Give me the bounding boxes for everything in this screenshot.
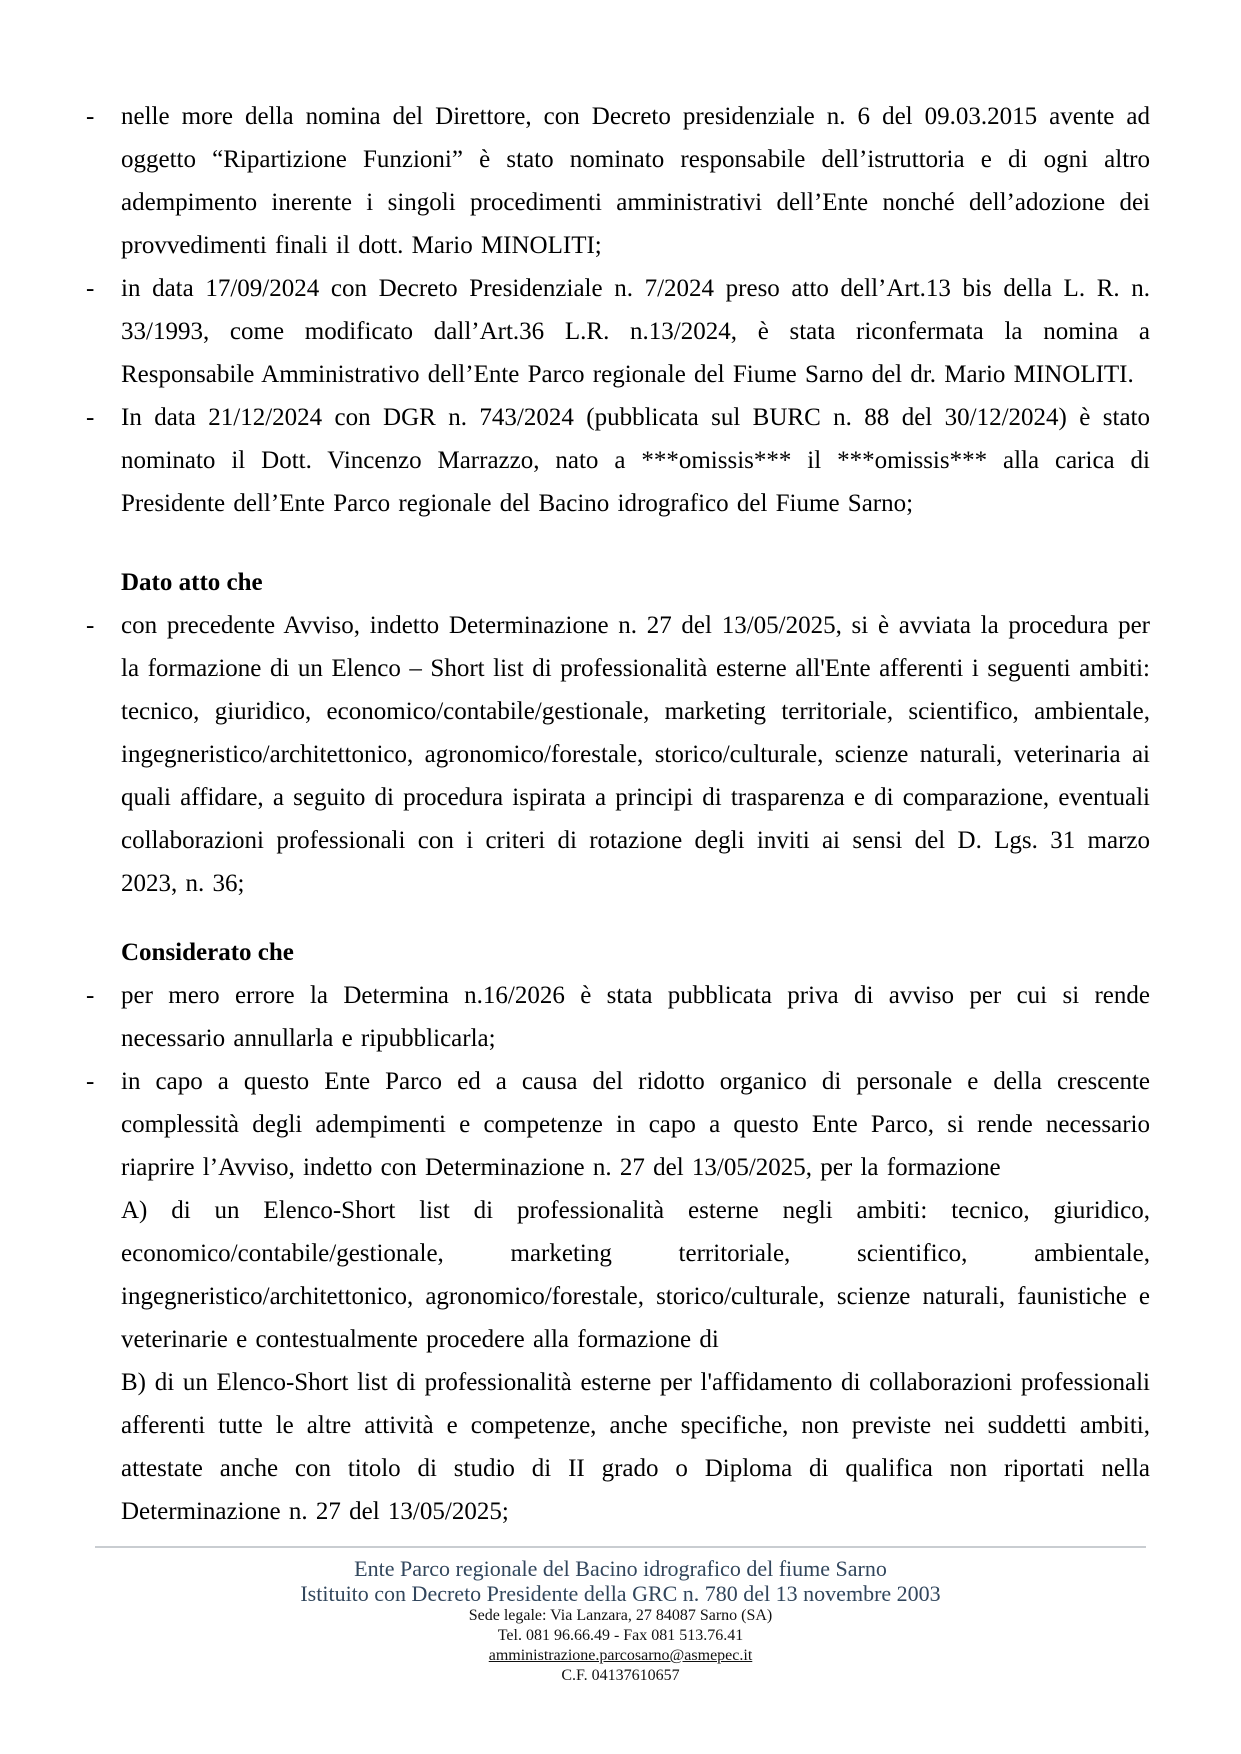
paragraph-text: con precedente Avviso, indetto Determinazione n. 27 del 13/05/2025, si è avviata la procedura per la formazione di un Elenco – Short list di professionalità esterne all'Ente afferenti i seguenti ambiti: tecnico, giuridico, economico/contabile/gestionale, marketing territoriale, scientifico, ambientale, ingegneristico/architettonico, agronomico/forestale, storico/culturale, scienze naturali, veterinaria ai quali affidare, a seguito di procedura ispirata a principi di trasparenza e di comparazione, eventuali collaborazioni professionali con i criteri di rotazione degli inviti ai sensi del D. Lgs. 31 marzo 2023, n. 36;: [121, 612, 1150, 897]
footer-email-link[interactable]: amministrazione.parcosarno@asmepec.it: [488, 1647, 753, 1664]
bullet-dash: -: [86, 275, 95, 302]
bullet-dash: -: [86, 404, 95, 431]
paragraph-text: in data 17/09/2024 con Decreto Presidenziale n. 7/2024 preso atto dell’Art.13 bis della L. R. n. 33/1993, come modificato dall’Art.36 L.R. n.13/2024, è stata riconfermata la nomina a Responsabile Amministrativo dell’Ente Parco regionale del Fiume Sarno del dr. Mario MINOLITI.: [121, 275, 1150, 388]
list-item: [84, 1060, 1150, 1189]
footer-phone-fax: Tel. 081 96.66.49 - Fax 081 513.76.41: [497, 1627, 744, 1644]
list-item: [84, 267, 1150, 396]
sub-paragraph-a: [84, 1189, 1150, 1361]
footer-divider: [95, 1546, 1146, 1548]
section-heading-dato-atto-che: Dato atto che: [121, 569, 263, 596]
sub-paragraph-b: [84, 1361, 1150, 1533]
footer-fiscal-code: C.F. 04137610657: [561, 1667, 680, 1684]
paragraph-text: B) di un Elenco-Short list di professionalità esterne per l'affidamento di collaborazioni professionali afferenti tutte le altre attività e competenze, anche specifiche, non previste nei suddetti ambiti, attestate anche con titolo di studio di II grado o Diploma di qualifica non riportati nella Determinazione n. 27 del 13/05/2025;: [121, 1369, 1150, 1525]
paragraph-text: in capo a questo Ente Parco ed a causa del ridotto organico di personale e della crescente complessità degli adempimenti e competenze in capo a questo Ente Parco, si rende necessario riaprire l’Avviso, indetto con Determinazione n. 27 del 13/05/2025, per la formazione: [121, 1068, 1150, 1181]
paragraph-text: In data 21/12/2024 con DGR n. 743/2024 (pubblicata sul BURC n. 88 del 30/12/2024) è stato nominato il Dott. Vincenzo Marrazzo, nato a ***omissis*** il ***omissis*** alla carica di Presidente dell’Ente Parco regionale del Bacino idrografico del Fiume Sarno;: [121, 404, 1150, 517]
bullet-dash: -: [86, 1068, 95, 1095]
paragraph-text: nelle more della nomina del Direttore, con Decreto presidenziale n. 6 del 09.03.2015 avente ad oggetto “Ripartizione Funzioni” è stato nominato responsabile dell’istruttoria e di ogni altro adempimento inerente i singoli procedimenti amministrativi dell’Ente nonché dell’adozione dei provvedimenti finali il dott. Mario MINOLITI;: [121, 103, 1150, 259]
list-item: [84, 95, 1150, 267]
page-footer: [0, 1546, 1241, 1686]
paragraph-text: per mero errore la Determina n.16/2026 è stata pubblicata priva di avviso per cui si rende necessario annullarla e ripubblicarla;: [121, 982, 1150, 1052]
bullet-dash: -: [86, 612, 95, 639]
footer-org-decree: Istituito con Decreto Presidente della GRC n. 780 del 13 novembre 2003: [300, 1581, 941, 1606]
paragraph-text: A) di un Elenco-Short list di professionalità esterne negli ambiti: tecnico, giuridico, economico/contabile/gestionale, marketing territoriale, scientifico, ambientale, ingegneristico/architettonico, agronomico/forestale, storico/culturale, scienze naturali, faunistiche e veterinarie e contestualmente procedere alla formazione di: [121, 1197, 1150, 1353]
section-heading-considerato-che: Considerato che: [121, 939, 294, 966]
footer-address: Sede legale: Via Lanzara, 27 84087 Sarno (SA): [468, 1607, 773, 1624]
document-body: [84, 95, 1150, 1533]
footer-email-row: [0, 1646, 1241, 1666]
list-item: [84, 604, 1150, 905]
list-item: [84, 974, 1150, 1060]
bullet-dash: -: [86, 103, 95, 130]
bullet-dash: -: [86, 982, 95, 1009]
list-item: [84, 396, 1150, 525]
footer-org-name: Ente Parco regionale del Bacino idrografico del fiume Sarno: [354, 1556, 887, 1581]
